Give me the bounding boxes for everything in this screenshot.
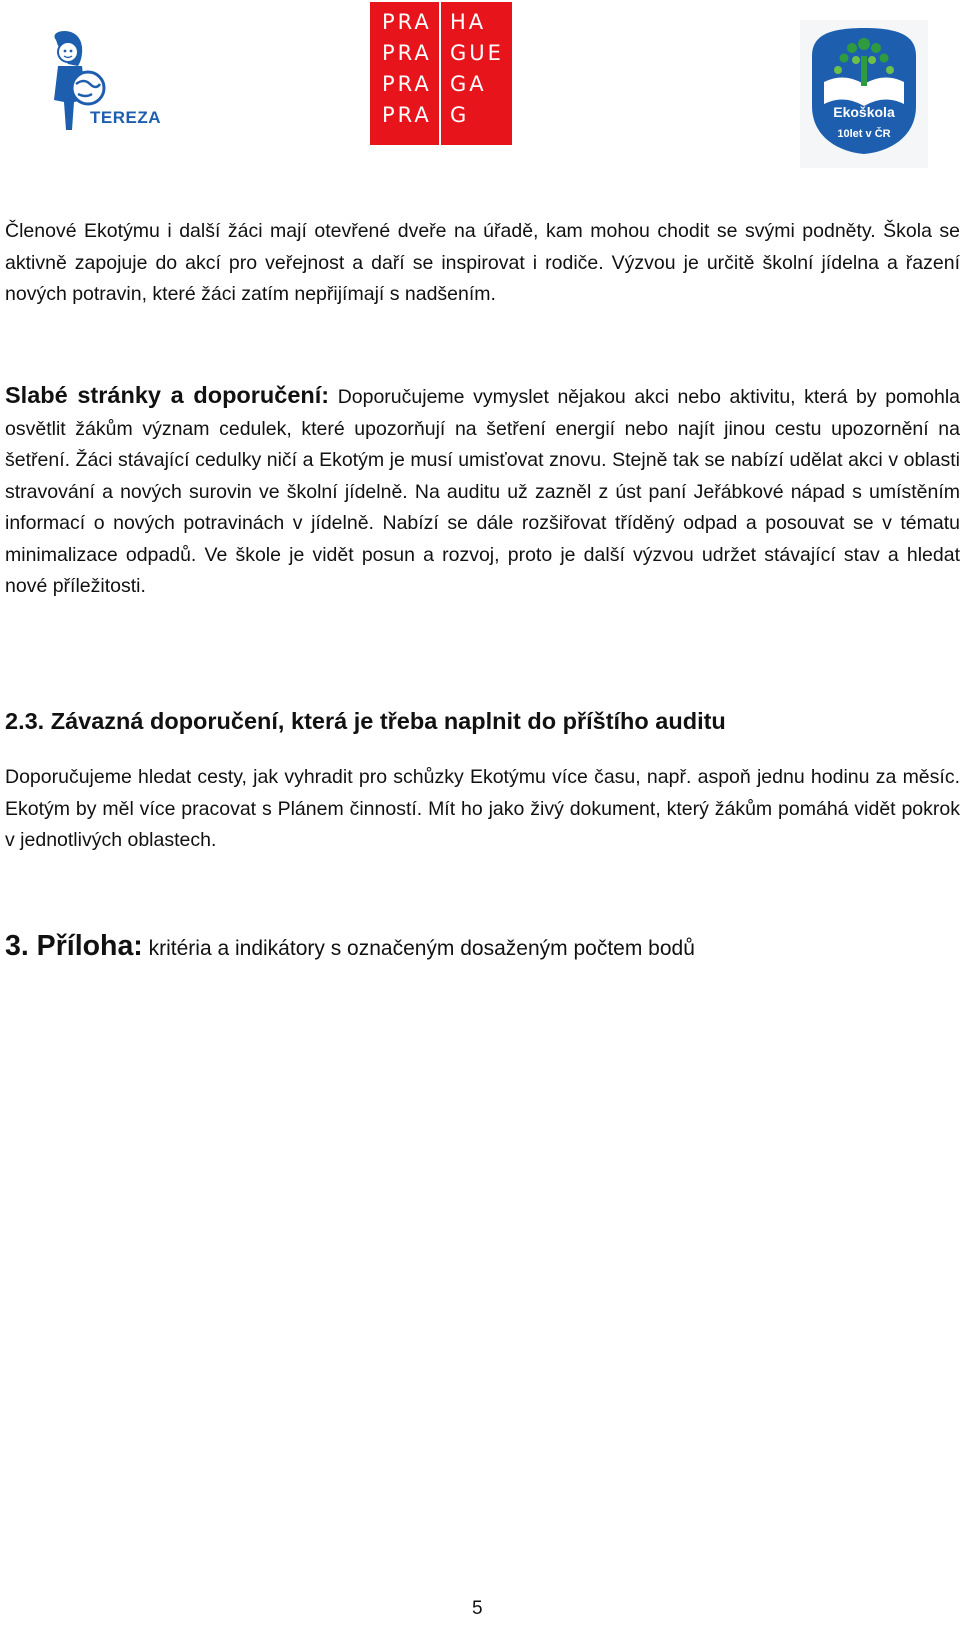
prague-logo-row: PRA GUE xyxy=(382,41,504,65)
prague-logo-row: PRA HA xyxy=(382,10,487,34)
prague-logo-row: PRA G xyxy=(382,103,470,127)
section-3-text: kritéria a indikátory s označeným dosaženým počtem bodů xyxy=(142,937,695,960)
section-2-3-paragraph: Doporučujeme hledat cesty, jak vyhradit pro schůzky Ekotýmu více času, např. aspoň jednu hodinu za měsíc. Ekotým by měl více pracovat s Plánem činností. Mít ho jako živý dokument, který žákům pomáhá vidět pokrok v jednotlivých oblastech. xyxy=(5,766,960,851)
ekoskola-logo xyxy=(800,20,928,168)
intro-paragraph: Členové Ekotýmu i další žáci mají otevřené dveře na úřadě, kam mohou chodit se svými podněty. Škola se aktivně zapojuje do akcí pro veřejnost a daří se inspirovat i rodiče. Výzvou je určitě školní jídelna a řazení nových potravin, které žáci zatím nepřijímají s nadšením. xyxy=(5,220,960,305)
weaknesses-label: Slabé stránky a doporučení: xyxy=(5,382,330,408)
prague-logo xyxy=(370,2,512,145)
section-3-heading xyxy=(5,930,695,963)
ekoskola-wordmark: Ekoškola xyxy=(833,104,895,120)
section-3-label: 3. Příloha: xyxy=(5,930,143,962)
prague-logo-row: PRA GA xyxy=(382,72,487,96)
page-number: 5 xyxy=(472,1598,483,1619)
section-2-3-heading: 2.3. Závazná doporučení, která je třeba naplnit do příštího auditu xyxy=(5,708,726,734)
weaknesses-text: Doporučujeme vymyslet nějakou akci nebo aktivitu, která by pomohla osvětlit žákům význam cedulek, které upozorňují na šetření energií nebo najít jinou cestu upozornění na šetření. Žáci stávající cedulky ničí a Ekotým je musí umisťovat znovu. Stejně tak se nabízí udělat akci v oblasti stravování a nových surovin ve školní jídelně. Na auditu už zazněl z úst paní Jeřábkové nápad s umístěním informací o nových potravinách v jídelně. Nabízí se dále rozšiřovat tříděný odpad a posouvat se v tématu minimalizace odpadů. Ve škole je vidět posun a rozvoj, proto je další výzvou udržet stávající stav a hledat nové příležitosti. xyxy=(5,386,960,597)
weaknesses-paragraph xyxy=(5,380,960,603)
tereza-wordmark: TEREZA xyxy=(90,108,161,127)
ekoskola-tagline: 10let v ČR xyxy=(837,128,891,140)
tereza-logo xyxy=(38,30,161,140)
